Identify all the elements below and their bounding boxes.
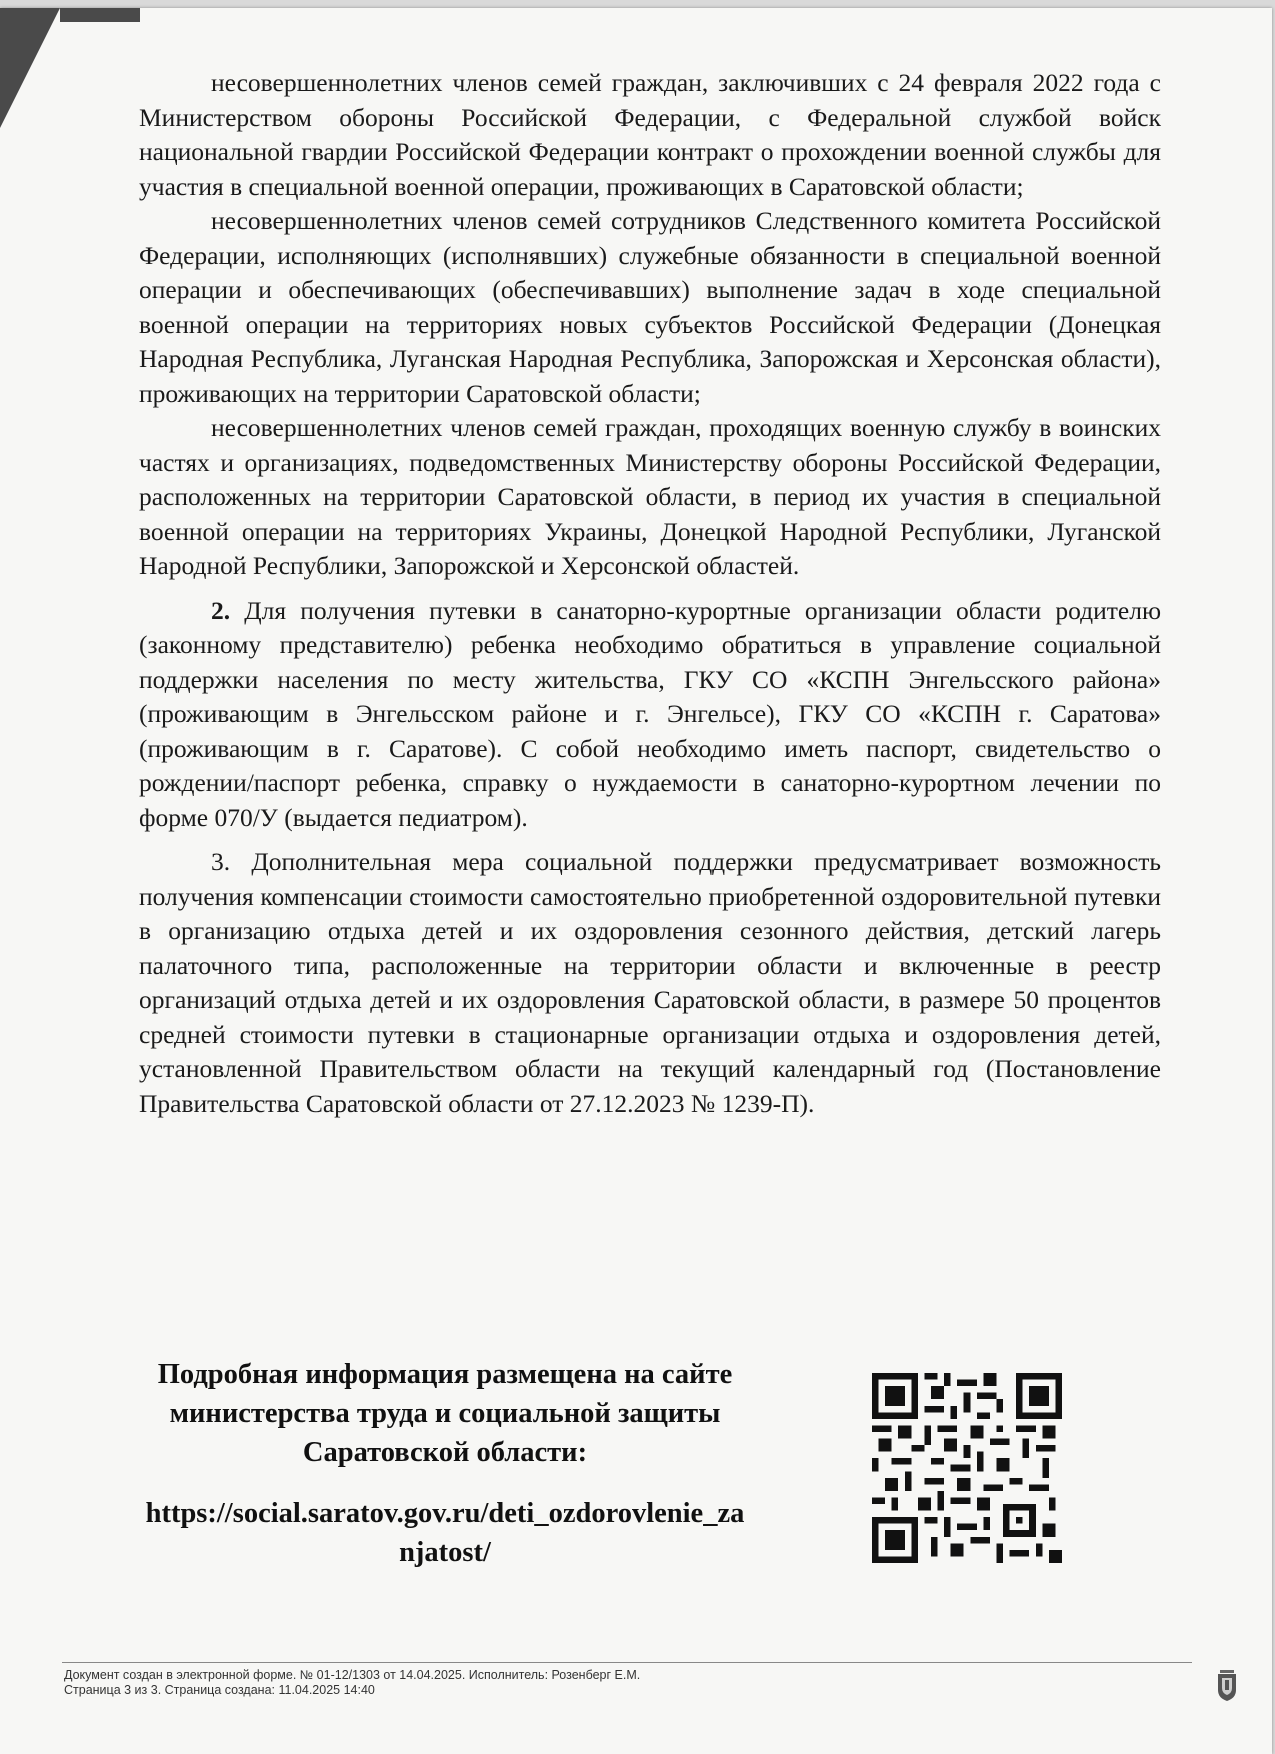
coat-of-arms-icon bbox=[1216, 1670, 1238, 1702]
info-block bbox=[139, 1355, 751, 1572]
point-2-text: Для получения путевки в санаторно-курортные организации области родителю (законному представителю) ребенка необходимо обратиться в управление социальной поддержки населения по месту жительства, ГКУ СО «КСПН Энгельсского района» (проживающим в Энгельсском районе и г. Энгельсе), ГКУ СО «КСПН г. Саратова» (проживающим в г. Саратове). С собой необходимо иметь паспорт, свидетельство о рождении/паспорт ребенка, справку о нуждаемости в санаторно-курортном лечении по форме 070/У (выдается педиатром). bbox=[139, 595, 1161, 832]
paragraph-military-units: несовершеннолетних членов семей граждан, проходящих военную службу в воинских частях и организациях, подведомственных Министерству обороны Российской Федерации, расположенных на территории Саратовской области, в период их участия в специальной военной операции на территориях Украины, Донецкой Народной Республики, Луганской Народной Республики, Запорожской и Херсонской областей. bbox=[139, 413, 1161, 580]
info-heading: Подробная информация размещена на сайте министерства труда и социальной защиты Саратовской области: bbox=[157, 1359, 733, 1468]
footer-page-info: Страница 3 из 3. Страница создана: 11.04.2025 14:40 bbox=[64, 1683, 375, 1697]
footer bbox=[64, 1668, 1064, 1698]
scan-edge-shadow bbox=[60, 8, 140, 22]
qr-code-icon[interactable] bbox=[872, 1373, 1062, 1563]
scan-corner-shadow bbox=[0, 8, 60, 128]
point-2-number: 2. bbox=[211, 595, 231, 625]
info-url-link[interactable]: https://social.saratov.gov.ru/deti_ozdorovlenie_zanjatost/ bbox=[145, 1498, 745, 1568]
paragraph-military-contract: несовершеннолетних членов семей граждан, заключивших с 24 февраля 2022 года с Министерством обороны Российской Федерации, с Федеральной службой войск национальной гвардии Российской Федерации контракт о прохождении военной службы для участия в специальной военной операции, проживающих в Саратовской области; bbox=[139, 68, 1161, 201]
paragraph-investigative-committee: несовершеннолетних членов семей сотрудников Следственного комитета Российской Федерации, исполняющих (исполнявших) служебные обязанности в специальной военной операции и обеспечивающих (обеспечивавших) выполнение задач в ходе специальной военной операции на территориях новых субъектов Российской Федерации (Донецкая Народная Республика, Луганская Народная Республика, Запорожская и Херсонская области), проживающих на территории Саратовской области; bbox=[139, 206, 1161, 408]
footer-divider bbox=[62, 1662, 1192, 1663]
paragraph-point-2 bbox=[139, 594, 1161, 836]
document-body bbox=[139, 66, 1161, 1121]
footer-document-info: Документ создан в электронной форме. № 01-12/1303 от 14.04.2025. Исполнитель: Розенберг Е.М. bbox=[64, 1668, 641, 1682]
paragraph-point-3: 3. Дополнительная мера социальной поддержки предусматривает возможность получения компенсации стоимости самостоятельно приобретенной оздоровительной путевки в организацию отдыха детей и их оздоровления сезонного действия, детский лагерь палаточного типа, расположенные на территории области и включенные в реестр организаций отдыха детей и их оздоровления Саратовской области, в размере 50 процентов средней стоимости путевки в стационарные организации отдыха и оздоровления детей, установленной Правительством области на текущий календарный год (Постановление Правительства Саратовской области от 27.12.2023 № 1239-П). bbox=[139, 847, 1161, 1118]
